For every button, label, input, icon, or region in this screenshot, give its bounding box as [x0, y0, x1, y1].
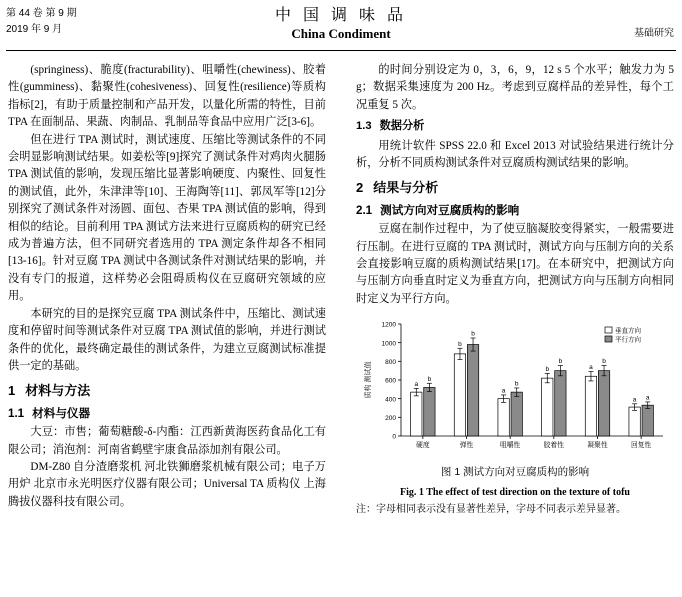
svg-text:胶着性: 胶着性	[543, 442, 565, 450]
paragraph-materials: 大豆：市售；葡萄糖酸-δ-内酯：江西新黄海医药食品化工有限公司；消泡剂：河南省鹤壁宇康食品添加剂有限公司。	[8, 426, 326, 456]
svg-text:a: a	[632, 396, 637, 404]
paragraph-data-analysis: 用统计软件 SPSS 22.0 和 Excel 2013 对试验结果进行统计分析，分析不同质构测试条件对豆腐质构测试结果的影响。	[356, 139, 674, 170]
svg-text:0: 0	[392, 433, 396, 441]
svg-text:凝聚性: 凝聚性	[587, 442, 608, 450]
svg-text:b: b	[427, 376, 432, 384]
heading-test-direction	[356, 202, 674, 219]
svg-text:600: 600	[385, 377, 396, 385]
svg-text:a: a	[589, 364, 593, 372]
heading-number: 1	[8, 383, 16, 399]
section-label: 基础研究	[634, 28, 674, 39]
svg-text:弹性: 弹性	[459, 442, 474, 450]
heading-results-discussion	[356, 179, 674, 196]
svg-text:b: b	[514, 380, 519, 388]
journal-title-en: China Condiment	[291, 26, 391, 41]
svg-text:硬度: 硬度	[416, 442, 430, 450]
journal-title-block	[0, 2, 682, 42]
svg-text:a: a	[501, 387, 506, 395]
svg-text:400: 400	[385, 396, 396, 404]
svg-text:a: a	[645, 394, 650, 402]
svg-text:质构 测试值: 质构 测试值	[365, 361, 372, 399]
heading-text: 数据分析	[379, 120, 425, 133]
paragraph-study-purpose: 本研究的目的是探究豆腐 TPA 测试条件中，压缩比、测试速度和停留时间等测试条件对豆腐 TPA 测试值的影响，并进行测试条件的优化，最终确定最佳的测试条件，为建立豆腐测试标准提供一定的基础。	[8, 307, 326, 372]
heading-text: 材料与仪器	[32, 406, 91, 420]
svg-text:平行方向: 平行方向	[615, 336, 641, 344]
svg-text:回复性: 回复性	[630, 442, 652, 450]
figure-1-note: 注：字母相同表示没有显著性差异，字母不同表示差异显著。	[356, 504, 626, 516]
svg-text:b: b	[458, 341, 462, 349]
svg-text:1200: 1200	[381, 321, 396, 329]
heading-materials-instruments	[8, 405, 326, 422]
svg-text:咀嚼性: 咀嚼性	[499, 442, 521, 450]
heading-number: 1.3	[356, 120, 372, 133]
heading-number: 2.1	[356, 203, 373, 217]
paragraph-tpa-conditions: 但在进行 TPA 测试时，测试速度、压缩比等测试条件的不同会明显影响测试结果。如姜松等[9]探究了测试条件对鸡肉火腿肠 TPA 测试值的影响，发现压缩比显著影响硬度、内聚性、回复性的测试值，此外，朱津津等[10]、王海陶等[11]、郭凤军等[12]分别探究了测试条件对汤圆、面包、杏果 TPA 测试值的影响，得到相似的结论。目前利用 TPA 测试方法来进行豆腐质构的研究已经成为普遍方法，但不同研究者选用的 TPA 测定条件却各不相同[13-16]。针对豆腐 TPA 测试中各测试条件对测试结果的影响，并没有专门的报道，这样势必会阻碍质构仪在豆腐研究领域的应用。	[8, 133, 326, 303]
paragraph-instruments: DM-Z80 自分渣磨浆机 河北铁狮磨浆机械有限公司；电子万用炉 北京市永光明医疗仪器有限公司；Universal TA 质构仪 上海腾拔仪器科技有限公司。	[8, 460, 326, 508]
figure-1	[356, 314, 674, 517]
right-column	[356, 62, 674, 517]
svg-text:b: b	[558, 358, 563, 366]
heading-text: 测试方向对豆腐质构的影响	[380, 203, 520, 217]
heading-number: 1.1	[8, 406, 25, 420]
figure-1-caption-en: Fig. 1 The effect of test direction on the texture of tofu	[400, 486, 630, 498]
heading-materials-methods	[8, 382, 326, 399]
paragraph-test-parameters: 的时间分别设定为 0，3，6，9，12 s 5 个水平；触发力为 5 g；数据采集速度为 200 Hz。考虑到豆腐样品的差异性，每个工况重复 5 次。	[356, 64, 674, 111]
volume-issue: 第 44 卷 第 9 期	[6, 8, 77, 19]
heading-text: 结果与分析	[373, 180, 439, 196]
left-column	[8, 62, 326, 511]
svg-text:200: 200	[385, 415, 396, 423]
svg-text:b: b	[602, 358, 606, 366]
svg-text:1000: 1000	[381, 340, 396, 348]
bar-chart	[361, 314, 669, 460]
paragraph-test-direction: 豆腐在制作过程中，为了使豆脑凝胶变得紧实，一般需要进行压制。在进行豆腐的 TPA 测试时，测试方向与压制方向的关系会直接影响豆腐的质构测试结果[17]。在本研究中，把测试方向与压制方向垂直时定义为垂直方向，把测试方向与压制方向相同时定义为平行方向。	[356, 223, 674, 305]
issue-date: 2019 年 9 月	[6, 24, 63, 35]
heading-data-analysis	[356, 118, 674, 135]
svg-text:800: 800	[385, 359, 396, 367]
svg-text:a: a	[414, 381, 419, 389]
figure-1-chart	[361, 314, 669, 460]
svg-text:垂直方向: 垂直方向	[615, 327, 641, 335]
svg-text:b: b	[545, 366, 550, 374]
heading-text: 材料与方法	[25, 383, 91, 399]
figure-1-caption-cn: 图 1 测试方向对豆腐质构的影响	[440, 466, 590, 479]
heading-number: 2	[356, 180, 364, 196]
journal-title-cn: 中 国 调 味 品	[274, 7, 407, 24]
header-divider	[6, 50, 676, 51]
paragraph-springiness: (springiness)、脆度(fracturability)、咀嚼性(chewiness)、胶着性(gumminess)、黏聚性(cohesiveness)、回复性(resilience)等质构指标[2]，有助于质量控制和产品开发，以量化所需的特性，目前 TPA 在面制品、果蔬、肉制品、乳制品等食品中应用广泛[3-6]。	[8, 64, 326, 129]
svg-text:b: b	[471, 330, 475, 338]
page-header	[0, 0, 682, 52]
